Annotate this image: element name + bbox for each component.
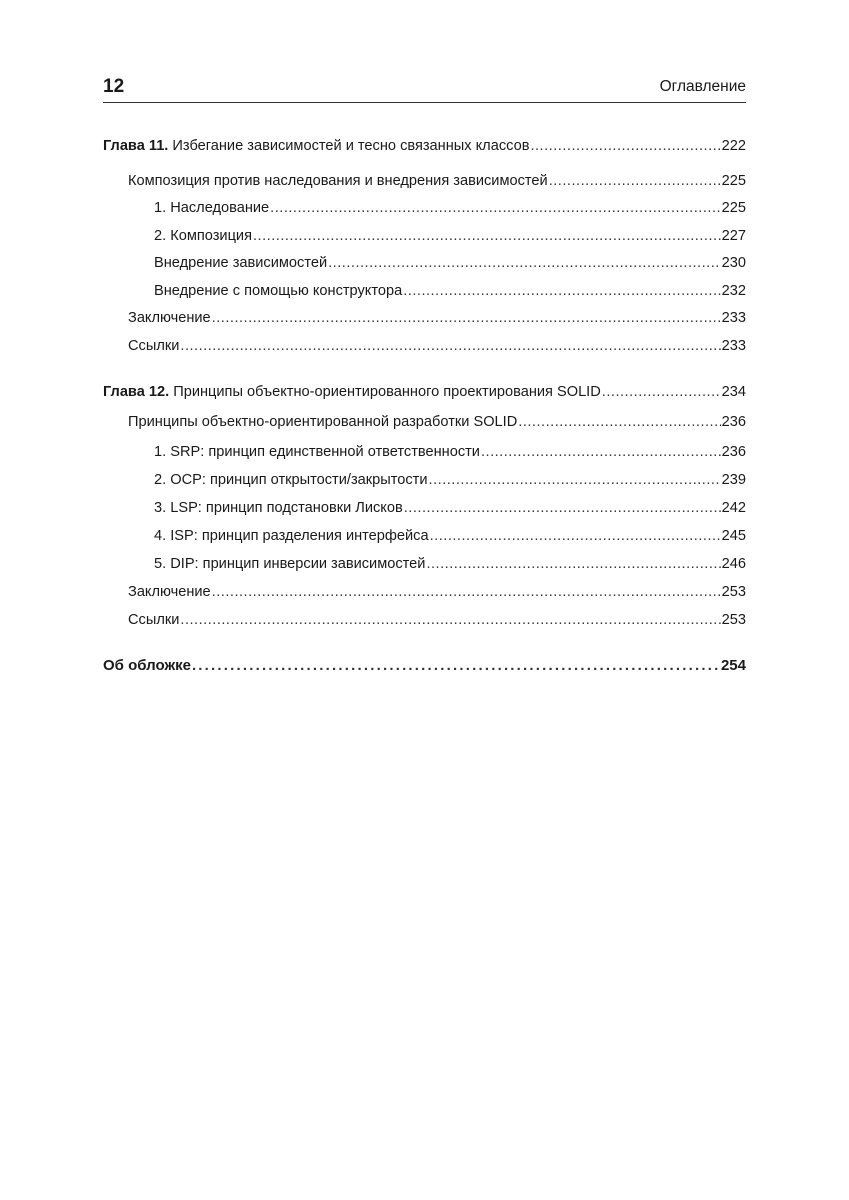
page-ref: 227 [721, 228, 746, 244]
page-ref: 236 [721, 444, 746, 460]
running-head: Оглавление [659, 78, 746, 95]
dot-leader [430, 525, 721, 547]
toc-entry-title: Композиция против наследования и внедрения зависимостей [128, 173, 548, 189]
dot-leader [180, 609, 720, 631]
chapter-title: Избегание зависимостей и тесно связанных классов [168, 138, 530, 154]
toc-entry[interactable] [154, 252, 746, 274]
dot-leader [429, 469, 721, 491]
dot-leader [180, 335, 720, 357]
toc-about-cover[interactable] [103, 655, 746, 677]
dot-leader [192, 655, 720, 677]
page-ref: 233 [721, 310, 746, 326]
toc-entry-title: 3. LSP: принцип подстановки Лисков [154, 500, 403, 516]
toc-entry-title: Внедрение зависимостей [154, 255, 328, 271]
chapter-title: Принципы объектно-ориентированного проектирования SOLID [169, 384, 601, 400]
dot-leader [253, 225, 721, 247]
page-number: 12 [103, 76, 125, 97]
dot-leader [212, 307, 721, 329]
page-ref: 254 [720, 657, 746, 674]
page-ref: 253 [721, 612, 746, 628]
toc-entry[interactable] [154, 553, 746, 575]
chapter-label: Глава 11. [103, 138, 169, 154]
toc-entry-title: Ссылки [128, 338, 180, 354]
chapter-label: Глава 12. [103, 384, 170, 400]
toc-entry-title: Принципы объектно-ориентированной разработки SOLID [128, 414, 518, 430]
page-ref: 225 [721, 173, 746, 189]
dot-leader [404, 497, 721, 519]
toc-entry-title: Об обложке [103, 657, 191, 674]
toc-entry[interactable] [154, 525, 746, 547]
toc-entry[interactable] [128, 170, 746, 192]
toc-entry-title: 1. Наследование [154, 200, 270, 216]
toc-entry[interactable] [128, 335, 746, 357]
dot-leader [212, 581, 721, 603]
toc-entry[interactable] [154, 497, 746, 519]
page-ref: 236 [721, 414, 746, 430]
page-ref: 234 [721, 384, 746, 400]
header-rule [103, 102, 746, 103]
toc-entry-title: 2. OCP: принцип открытости/закрытости [154, 472, 428, 488]
page-ref: 225 [721, 200, 746, 216]
page-ref: 246 [721, 556, 746, 572]
page-ref: 242 [721, 500, 746, 516]
toc-entry-title: 4. ISP: принцип разделения интерфейса [154, 528, 429, 544]
dot-leader [481, 441, 721, 463]
toc-entry[interactable] [154, 197, 746, 219]
toc-entry[interactable] [128, 307, 746, 329]
dot-leader [270, 197, 720, 219]
page-ref: 222 [721, 138, 746, 154]
page-ref: 253 [721, 584, 746, 600]
toc-entry-title: Внедрение с помощью конструктора [154, 283, 403, 299]
toc-chapter-12[interactable] [103, 381, 746, 403]
page-header [103, 72, 746, 102]
page-ref: 233 [721, 338, 746, 354]
dot-leader [530, 135, 720, 157]
page-ref: 230 [721, 255, 746, 271]
dot-leader [426, 553, 720, 575]
dot-leader [328, 252, 721, 274]
toc-entry-title: 5. DIP: принцип инверсии зависимостей [154, 556, 426, 572]
toc-entry-title: Заключение [128, 310, 211, 326]
page-ref: 245 [721, 528, 746, 544]
toc-chapter-11[interactable] [103, 135, 746, 157]
toc-entry[interactable] [128, 411, 746, 433]
toc-entry[interactable] [154, 441, 746, 463]
dot-leader [518, 411, 720, 433]
toc-entry-title: 1. SRP: принцип единственной ответственности [154, 444, 480, 460]
toc-entry-title: Заключение [128, 584, 211, 600]
toc-entry[interactable] [128, 609, 746, 631]
dot-leader [602, 381, 721, 403]
toc-entry-title: Ссылки [128, 612, 180, 628]
page-ref: 232 [721, 283, 746, 299]
toc-entry[interactable] [128, 581, 746, 603]
toc-entry[interactable] [154, 280, 746, 302]
page-ref: 239 [721, 472, 746, 488]
dot-leader [403, 280, 720, 302]
toc-entry-title: 2. Композиция [154, 228, 252, 244]
toc-entry[interactable] [154, 469, 746, 491]
dot-leader [549, 170, 721, 192]
toc-entry[interactable] [154, 225, 746, 247]
